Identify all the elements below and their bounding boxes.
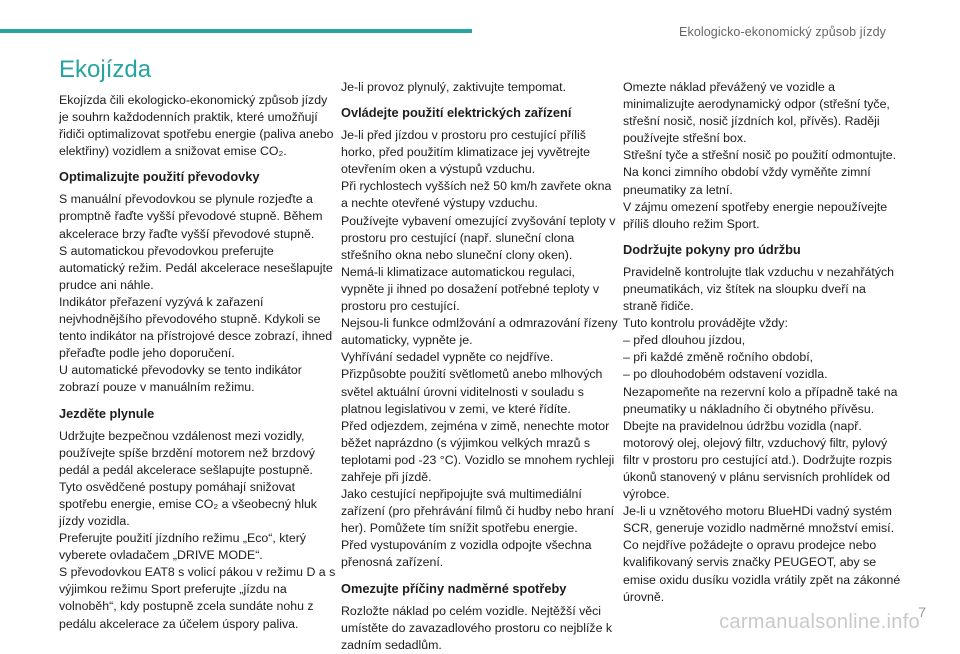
section-heading: Optimalizujte použití převodovky: [59, 169, 260, 185]
column-1: [59, 56, 337, 633]
section-heading: Ovládejte použití elektrických zařízení: [341, 105, 572, 121]
page-number: 7: [918, 604, 926, 620]
section-body: S manuální převodovkou se plynule rozjeďte a promptně řaďte vyšší převodové stupně. Během akcelerace brzy řaďte vyšší převodové stupně. S automatickou převodovkou preferujte automatický režim. Pedál akcelerace nesešlapujte prudce ani náhle. Indikátor přeřazení vyzývá k zařazení nejvhodnějšího převodového stupně. Kdykoli se tento indikátor na přístrojové desce zobrazí, ihned přeřaďte podle jeho doporučení. U automatické převodovky se tento indikátor zobrazí pouze v manuálním režimu.: [59, 192, 333, 395]
intro-paragraph: Ekojízda čili ekologicko-ekonomický způsob jízdy je souhrn každodenních praktik, které umožňují řidiči optimalizovat spotřebu energie (paliva anebo elektřiny) vozidlem a snižovat emise CO₂.: [59, 93, 334, 159]
column-3: [623, 79, 901, 606]
section-body: Pravidelně kontrolujte tlak vzduchu v nezahřátých pneumatikách, viz štítek na sloupku dveří na straně řidiče. Tuto kontrolu provádějte vždy: – před dlouhou jízdou, – při každé změně ročního období, – po dlouhodobém odstavení vozidla. Nezapomeňte na rezervní kolo a případně také na pneumatiky u nákladního či obytného přívěsu. Dbejte na pravidelnou údržbu vozidla (např. motorový olej, olejový filtr, vzduchový filtr, pylový filtr v prostoru pro cestující atd.). Dodržujte rozpis úkonů stanovený v plánu servisních prohlídek od výrobce. Je-li u vznětového motoru BlueHDi vadný systém SCR, generuje vozidlo nadměrné množství emisí. Co nejdříve požádejte o opravu prodejce nebo kvalifikovaný servis značky PEUGEOT, aby se emise oxidu dusíku vozidla vrátily zpět na zákonné úrovně.: [623, 264, 901, 604]
running-head: Ekologicko-ekonomický způsob jízdy: [679, 25, 886, 39]
watermark: carmanualsonline.info: [719, 611, 920, 633]
section-body: Je-li před jízdou v prostoru pro cestující příliš horko, před použitím klimatizace jej vyvětrejte otevřením oken a výstupů vzduchu. Při rychlostech vyšších než 50 km/h zavřete okna a nechte otevřené výstupy vzduchu. Používejte vybavení omezující zvyšování teploty v prostoru pro cestující (např. sluneční clona střešního okna nebo sluneční clony oken). Nemá-li klimatizace automatickou regulaci, vypněte ji ihned po dosažení potřebné teploty v prostoru pro cestující. Nejsou-li funkce odmlžování a odmrazování řízeny automaticky, vypněte je. Vyhřívání sedadel vypněte co nejdříve. Přizpůsobte použití světlometů anebo mlhových světel aktuální úrovni viditelnosti v souladu s platnou legislativou v zemi, ve které řídíte. Před odjezdem, zejména v zimě, nenechte motor běžet naprázdno (s výjimkou velkých mrazů s teplotami pod -23 °C). Vozidlo se mnohem rychleji zahřeje při jízdě. Jako cestující nepřipojujte svá multimediální zařízení (pro přehrávání filmů či hudby nebo hraní her). Pomůžete tím snížit spotřebu energie. Před vystupováním z vozidla odpojte všechna přenosná zařízení.: [341, 128, 618, 570]
section-body: Omezte náklad převážený ve vozidle a minimalizujte aerodynamický odpor (střešní tyče, střešní nosič, nosič jízdních kol, přívěs). Raději používejte střešní box. Střešní tyče a střešní nosič po použití odmontujte. Na konci zimního období vždy vyměňte zimní pneumatiky za letní. V zájmu omezení spotřeby energie nepoužívejte příliš dlouho režim Sport.: [623, 80, 897, 231]
section-body: Udržujte bezpečnou vzdálenost mezi vozidly, používejte spíše brzdění motorem než brzdový pedál a pedál akcelerace sešlapujte postupně. Tyto osvědčené postupy pomáhají snižovat spotřebu energie, emise CO₂ a všeobecný hluk jízdy vozidla. Preferujte použití jízdního režimu „Eco“, který vyberete ovladačem „DRIVE MODE“. S převodovkou EAT8 s volicí pákou v režimu D a s výjimkou režimu Sport preferujte „jízdu na volnoběh“, kdy postupně zcela sundáte nohu z pedálu akcelerace za účelem úspory paliva.: [59, 428, 336, 631]
section-heading: Omezujte příčiny nadměrné spotřeby: [341, 580, 567, 596]
section-heading: Dodržujte pokyny pro údržbu: [623, 241, 801, 257]
header-accent-bar: [0, 29, 472, 33]
page-title: Ekojízda: [59, 56, 152, 83]
section-heading: Jezděte plynule: [59, 405, 155, 421]
column-2: [341, 79, 619, 654]
section-body: Je-li provoz plynulý, zaktivujte tempomat.: [341, 80, 567, 94]
section-body: Rozložte náklad po celém vozidle. Nejtěžší věci umístěte do zavazadlového prostoru co nejblíže k zadním sedadlům.: [341, 603, 613, 652]
